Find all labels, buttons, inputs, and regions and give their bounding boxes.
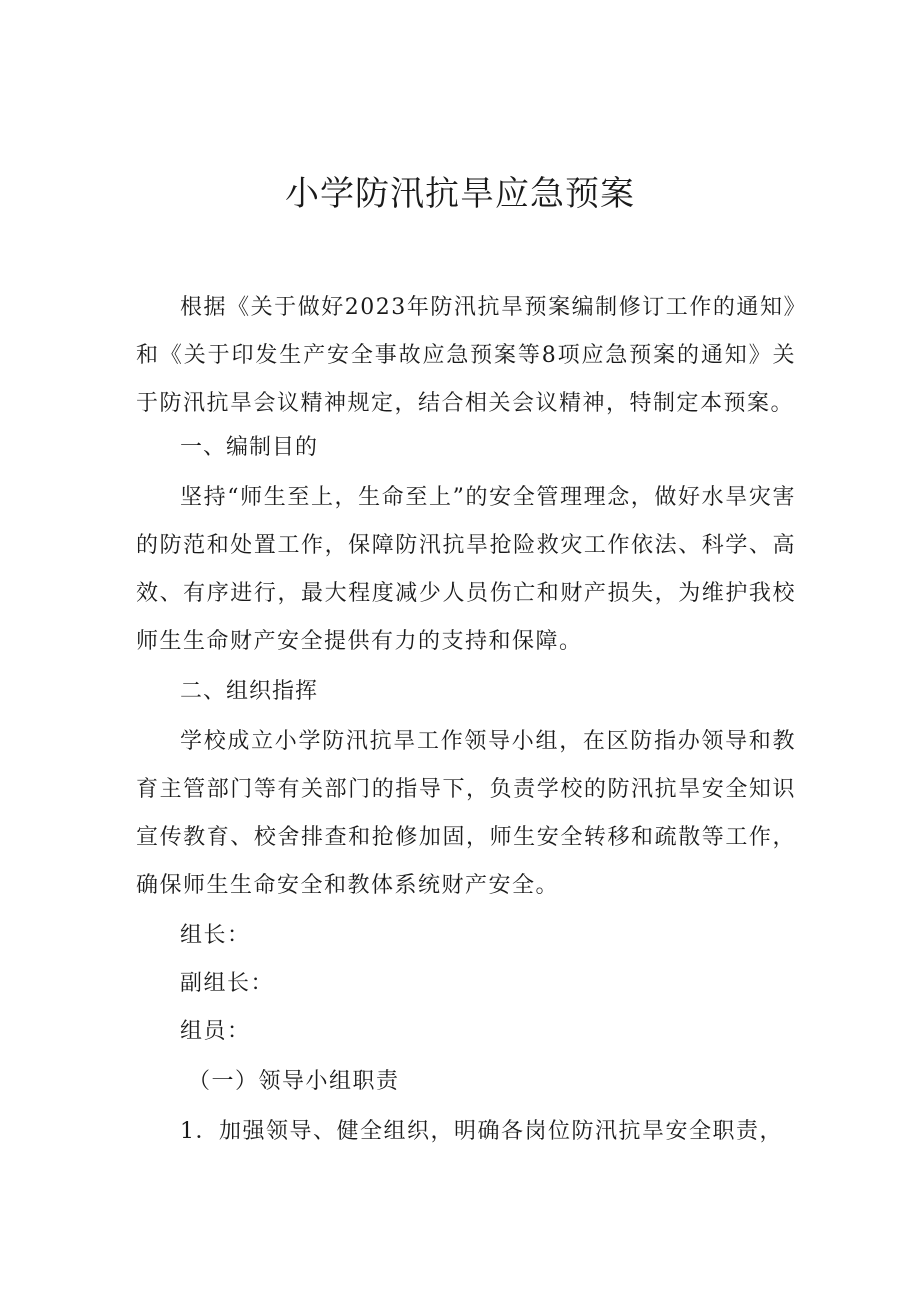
duty-item-1: 1．加强领导、健全组织，明确各岗位防汛抗旱安全职责，: [180, 1119, 783, 1144]
intro-paragraph: 根据《关于做好2023年防汛抗旱预案编制修订工作的通知》和《关于印发生产安全事故应急预案等8项应急预案的通知》关于防汛抗旱会议精神规定，结合相关会议精神，特制定本预案。: [136, 295, 796, 416]
members-line: 组员：: [180, 1019, 251, 1044]
leader-line: 组长：: [180, 923, 251, 948]
document-title: 小学防汛抗旱应急预案: [285, 174, 635, 214]
deputy-leader-line: 副组长：: [180, 971, 275, 996]
subsection-heading-duties: （一）领导小组职责: [188, 1069, 400, 1094]
section-heading-purpose: 一、编制目的: [180, 435, 319, 460]
organization-paragraph: 学校成立小学防汛抗旱工作领导小组，在区防指办领导和教育主管部门等有关部门的指导下，负责学校的防汛抗旱安全知识宣传教育、校舍排查和抢修加固，师生安全转移和疏散等工作，确保师生生命安全和教体系统财产安全。: [136, 729, 796, 898]
purpose-paragraph: 坚持“师生至上，生命至上”的安全管理理念，做好水旱灾害的防范和处置工作，保障防汛抗旱抢险救灾工作依法、科学、高效、有序进行，最大程度减少人员伤亡和财产损失，为维护我校师生生命财产安全提供有力的支持和保障。: [136, 485, 796, 654]
section-heading-organization: 二、组织指挥: [180, 679, 319, 704]
